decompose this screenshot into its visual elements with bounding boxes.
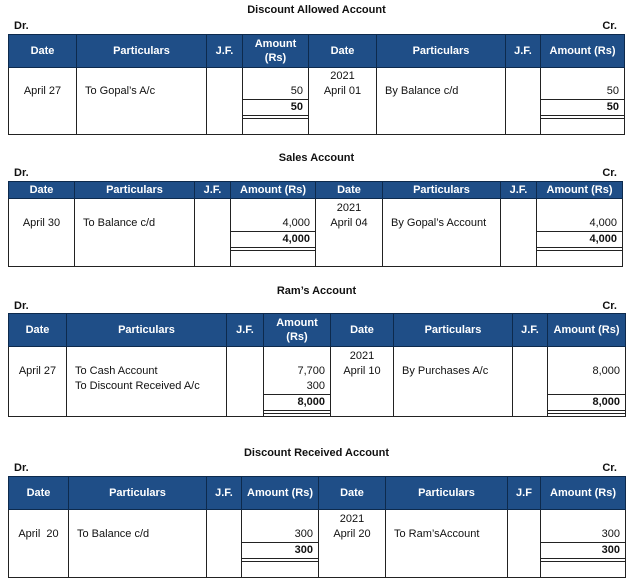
credit-date: April 10	[343, 365, 381, 377]
debit-particular: To Balance c/d	[83, 217, 156, 229]
header-jf: J.F.	[506, 35, 541, 68]
debit-total: 300	[294, 544, 313, 556]
header-particulars: Particulars	[75, 182, 195, 199]
debit-particular: To Balance c/d	[77, 528, 150, 540]
credit-particulars-cell	[394, 347, 513, 417]
header-date: Date	[331, 314, 394, 347]
credit-date-cell	[319, 510, 386, 578]
header-jf: J.F.	[207, 477, 242, 510]
header-date: Date	[9, 477, 69, 510]
credit-amount: 50	[606, 85, 619, 97]
credit-label: Cr.	[602, 300, 617, 312]
header-date: Date	[9, 182, 75, 199]
header-jf: J.F.	[207, 35, 243, 68]
debit-particulars-cell	[75, 199, 195, 267]
debit-amount-cell	[243, 68, 309, 135]
header-row	[9, 182, 623, 199]
debit-particulars-cell	[69, 510, 207, 578]
header-row	[9, 477, 626, 510]
total-double-rule	[264, 410, 330, 414]
debit-label: Dr.	[14, 167, 29, 179]
ledger-rams-account	[0, 283, 633, 423]
debit-date: April 30	[22, 217, 61, 229]
credit-date: April 04	[330, 217, 368, 229]
credit-year: 2021	[330, 70, 355, 82]
ledger-table	[8, 313, 626, 417]
debit-jf-cell	[227, 347, 264, 417]
header-jf: J.F.	[195, 182, 231, 199]
header-jf: J.F.	[227, 314, 264, 347]
header-date: Date	[9, 314, 67, 347]
credit-particulars-cell	[386, 510, 508, 578]
debit-jf-cell	[207, 68, 243, 135]
ledger-table	[8, 181, 623, 267]
credit-date-cell	[331, 347, 394, 417]
header-row	[9, 314, 626, 347]
table-row	[9, 347, 626, 417]
credit-year: 2021	[339, 513, 365, 525]
credit-year: 2021	[336, 202, 362, 214]
header-particulars: Particulars	[69, 477, 207, 510]
total-double-rule	[231, 247, 315, 251]
header-amount: Amount (Rs)	[541, 477, 626, 510]
table-row	[9, 68, 625, 135]
debit-label: Dr.	[14, 20, 29, 32]
header-particulars: Particulars	[386, 477, 508, 510]
header-date: Date	[316, 182, 383, 199]
ledger-table	[8, 34, 625, 135]
ledger-table	[8, 476, 626, 578]
debit-amount: 7,700	[297, 365, 325, 377]
total-double-rule	[548, 410, 625, 414]
debit-amount-cell	[231, 199, 316, 267]
credit-label: Cr.	[602, 167, 617, 179]
total-double-rule	[537, 247, 622, 251]
debit-particulars-cell	[77, 68, 207, 135]
header-amount: Amount (Rs)	[231, 182, 316, 199]
ledger-title: Discount Allowed Account	[247, 4, 386, 16]
table-row	[9, 199, 623, 267]
credit-particular: By Purchases A/c	[402, 365, 489, 377]
header-amount: Amount (Rs)	[243, 35, 309, 68]
credit-particulars-cell	[377, 68, 506, 135]
credit-label: Cr.	[602, 20, 617, 32]
credit-date-cell	[316, 199, 383, 267]
ledger-title: Discount Received Account	[243, 447, 390, 459]
total-double-rule	[541, 115, 624, 119]
debit-jf-cell	[195, 199, 231, 267]
total-double-rule	[242, 558, 318, 562]
total-double-rule	[541, 558, 625, 562]
debit-particular: To Cash Account	[75, 365, 158, 377]
credit-year: 2021	[349, 350, 375, 362]
debit-amount: 50	[290, 85, 303, 97]
credit-date: April 01	[323, 85, 362, 97]
credit-amount-cell	[537, 199, 623, 267]
header-row	[9, 35, 625, 68]
credit-particular: To Ram’sAccount	[394, 528, 480, 540]
debit-amount: 300	[294, 528, 313, 540]
total-double-rule	[243, 115, 308, 119]
ledger-discount-allowed	[0, 0, 633, 140]
debit-date-cell	[9, 199, 75, 267]
header-jf: J.F	[508, 477, 541, 510]
debit-date-cell	[9, 68, 77, 135]
ledger-title: Ram’s Account	[276, 285, 357, 297]
debit-date-cell	[9, 347, 67, 417]
debit-total: 4,000	[282, 233, 310, 245]
header-date: Date	[309, 35, 377, 68]
credit-jf-cell	[506, 68, 541, 135]
credit-particular: By Gopal’s Account	[391, 217, 487, 229]
header-particulars: Particulars	[383, 182, 501, 199]
debit-label: Dr.	[14, 462, 29, 474]
debit-date: April 27	[18, 365, 57, 377]
credit-total: 8,000	[592, 396, 620, 408]
ledger-discount-received	[0, 445, 633, 582]
debit-particular: To Gopal’s A/c	[85, 85, 156, 97]
header-amount: Amount (Rs)	[548, 314, 626, 347]
header-amount: Amount (Rs)	[264, 314, 331, 347]
credit-jf-cell	[501, 199, 537, 267]
header-date: Date	[319, 477, 386, 510]
ledger-title: Sales Account	[278, 152, 355, 164]
credit-amount-cell	[541, 68, 625, 135]
debit-amount: 4,000	[282, 217, 310, 229]
credit-date: April 20	[333, 528, 371, 540]
header-date: Date	[9, 35, 77, 68]
debit-jf-cell	[207, 510, 242, 578]
debit-amount-cell	[242, 510, 319, 578]
credit-total: 50	[606, 101, 619, 113]
debit-particulars-cell	[67, 347, 227, 417]
debit-date-cell	[9, 510, 69, 578]
header-amount: Amount (Rs)	[537, 182, 623, 199]
ledger-sales	[0, 150, 633, 270]
header-particulars: Particulars	[77, 35, 207, 68]
credit-jf-cell	[508, 510, 541, 578]
table-row	[9, 510, 626, 578]
credit-jf-cell	[513, 347, 548, 417]
debit-total: 8,000	[297, 396, 325, 408]
credit-total: 300	[601, 544, 620, 556]
credit-date-cell	[309, 68, 377, 135]
header-particulars: Particulars	[377, 35, 506, 68]
credit-amount-cell	[541, 510, 626, 578]
credit-total: 4,000	[589, 233, 617, 245]
header-amount: Amount (Rs)	[541, 35, 625, 68]
debit-label: Dr.	[14, 300, 29, 312]
credit-amount: 8,000	[592, 365, 620, 377]
header-particulars: Particulars	[394, 314, 513, 347]
debit-particular: To Discount Received A/c	[75, 380, 200, 392]
debit-amount: 300	[306, 380, 325, 392]
header-particulars: Particulars	[67, 314, 227, 347]
credit-amount-cell	[548, 347, 626, 417]
credit-label: Cr.	[602, 462, 617, 474]
credit-amount: 4,000	[589, 217, 617, 229]
debit-date: April 27	[23, 85, 62, 97]
header-jf: J.F.	[513, 314, 548, 347]
debit-total: 50	[290, 101, 303, 113]
credit-particular: By Balance c/d	[385, 85, 459, 97]
credit-particulars-cell	[383, 199, 501, 267]
header-amount: Amount (Rs)	[242, 477, 319, 510]
debit-date: April 20	[18, 528, 59, 540]
credit-amount: 300	[601, 528, 620, 540]
debit-amount-cell	[264, 347, 331, 417]
header-jf: J.F.	[501, 182, 537, 199]
